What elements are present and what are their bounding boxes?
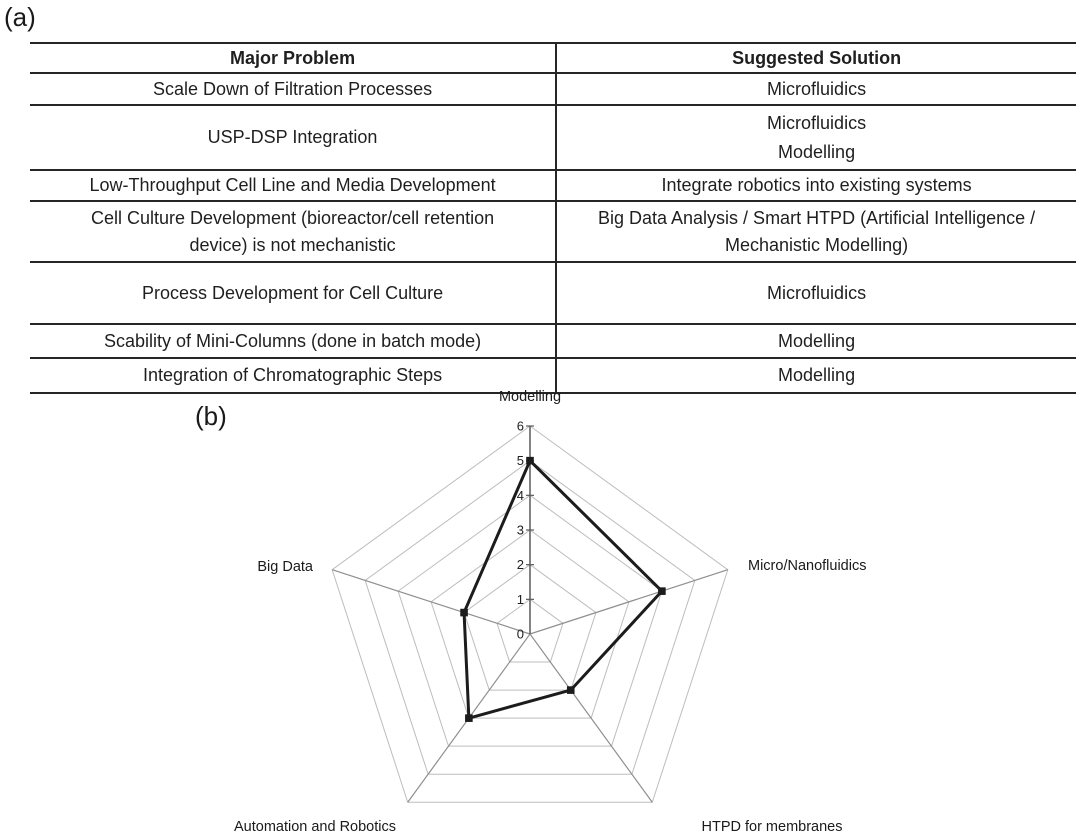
cell-content <box>30 263 555 323</box>
cell-line: Cell Culture Development (bioreactor/cell retention <box>90 207 495 228</box>
column-header-major-problem: Major Problem <box>30 43 556 73</box>
radar-data-point <box>658 587 666 595</box>
panel-b-label: (b) <box>195 401 227 431</box>
table-row <box>30 73 1076 105</box>
problems-solutions-table <box>30 42 1076 394</box>
table-header-row <box>30 43 1076 73</box>
cell-content <box>557 106 1076 169</box>
solution-cell <box>556 73 1076 105</box>
radar-data-point <box>460 609 468 617</box>
cell-line: Microfluidics <box>767 282 867 303</box>
radar-tick-label: 1 <box>516 591 524 607</box>
cell-content <box>30 325 555 357</box>
cell-line: Integration of Chromatographic Steps <box>142 365 443 386</box>
radar-axis-label-htpd-for-membranes: HTPD for membranes <box>701 819 843 835</box>
solution-cell <box>556 324 1076 358</box>
cell-content <box>557 263 1076 323</box>
problem-cell <box>30 170 556 201</box>
cell-line: Integrate robotics into existing systems <box>661 175 972 196</box>
table-row <box>30 262 1076 324</box>
cell-line: Microfluidics <box>767 113 867 133</box>
cell-content <box>30 74 555 104</box>
radar-axis-label-modelling: Modelling <box>498 389 562 405</box>
radar-axis-label-big-data: Big Data <box>257 559 313 575</box>
solution-cell <box>556 105 1076 170</box>
cell-line: Mechanistic Modelling) <box>725 234 909 255</box>
cell-line: Microfluidics <box>767 78 867 99</box>
cell-line: Modelling <box>778 141 856 162</box>
problem-cell <box>30 201 556 262</box>
radar-spoke <box>530 570 728 634</box>
radar-tick-label: 0 <box>516 626 524 642</box>
radar-data-point <box>526 457 534 465</box>
cell-content <box>30 171 555 200</box>
solution-cell <box>556 201 1076 262</box>
solution-cell <box>556 262 1076 324</box>
problem-cell <box>30 105 556 170</box>
cell-line: Modelling <box>778 365 856 386</box>
problem-cell <box>30 324 556 358</box>
cell-content <box>30 106 555 169</box>
radar-data-point <box>567 686 575 694</box>
radar-tick-label: 6 <box>516 418 524 434</box>
problem-cell <box>30 262 556 324</box>
problem-cell <box>30 73 556 105</box>
cell-line: Modelling <box>778 330 856 351</box>
cell-line: Big Data Analysis / Smart HTPD (Artificial Intelligence / <box>597 207 1036 228</box>
solution-cell <box>556 170 1076 201</box>
radar-axis-label-micro-nanofluidics: Micro/Nanofluidics <box>748 558 867 574</box>
cell-content <box>557 325 1076 357</box>
cell-line: USP-DSP Integration <box>207 127 378 148</box>
cell-line: Scale Down of Filtration Processes <box>153 78 433 99</box>
cell-content <box>557 202 1076 261</box>
table-row <box>30 105 1076 170</box>
table-row <box>30 201 1076 262</box>
cell-line: Scability of Mini-Columns (done in batch mode) <box>103 330 482 351</box>
radar-tick-label: 5 <box>516 453 524 469</box>
table-row <box>30 170 1076 201</box>
radar-chart-svg <box>0 388 1080 836</box>
cell-line: Low-Throughput Cell Line and Media Development <box>89 175 496 196</box>
radar-tick-label: 4 <box>516 487 524 503</box>
cell-content <box>557 74 1076 104</box>
radar-tick-label: 2 <box>516 557 524 573</box>
radar-axis-label-automation-and-robotics: Automation and Robotics <box>233 819 397 835</box>
radar-data-point <box>465 714 473 722</box>
panel-a-label: (a) <box>4 2 36 32</box>
radar-spoke <box>332 570 530 634</box>
radar-chart <box>0 388 1080 836</box>
cell-line: Process Development for Cell Culture <box>142 282 444 303</box>
cell-line: device) is not mechanistic <box>189 234 396 255</box>
column-header-suggested-solution: Suggested Solution <box>556 43 1076 73</box>
radar-tick-label: 3 <box>516 522 524 538</box>
table-row <box>30 324 1076 358</box>
cell-content <box>557 171 1076 200</box>
cell-content <box>30 202 555 261</box>
